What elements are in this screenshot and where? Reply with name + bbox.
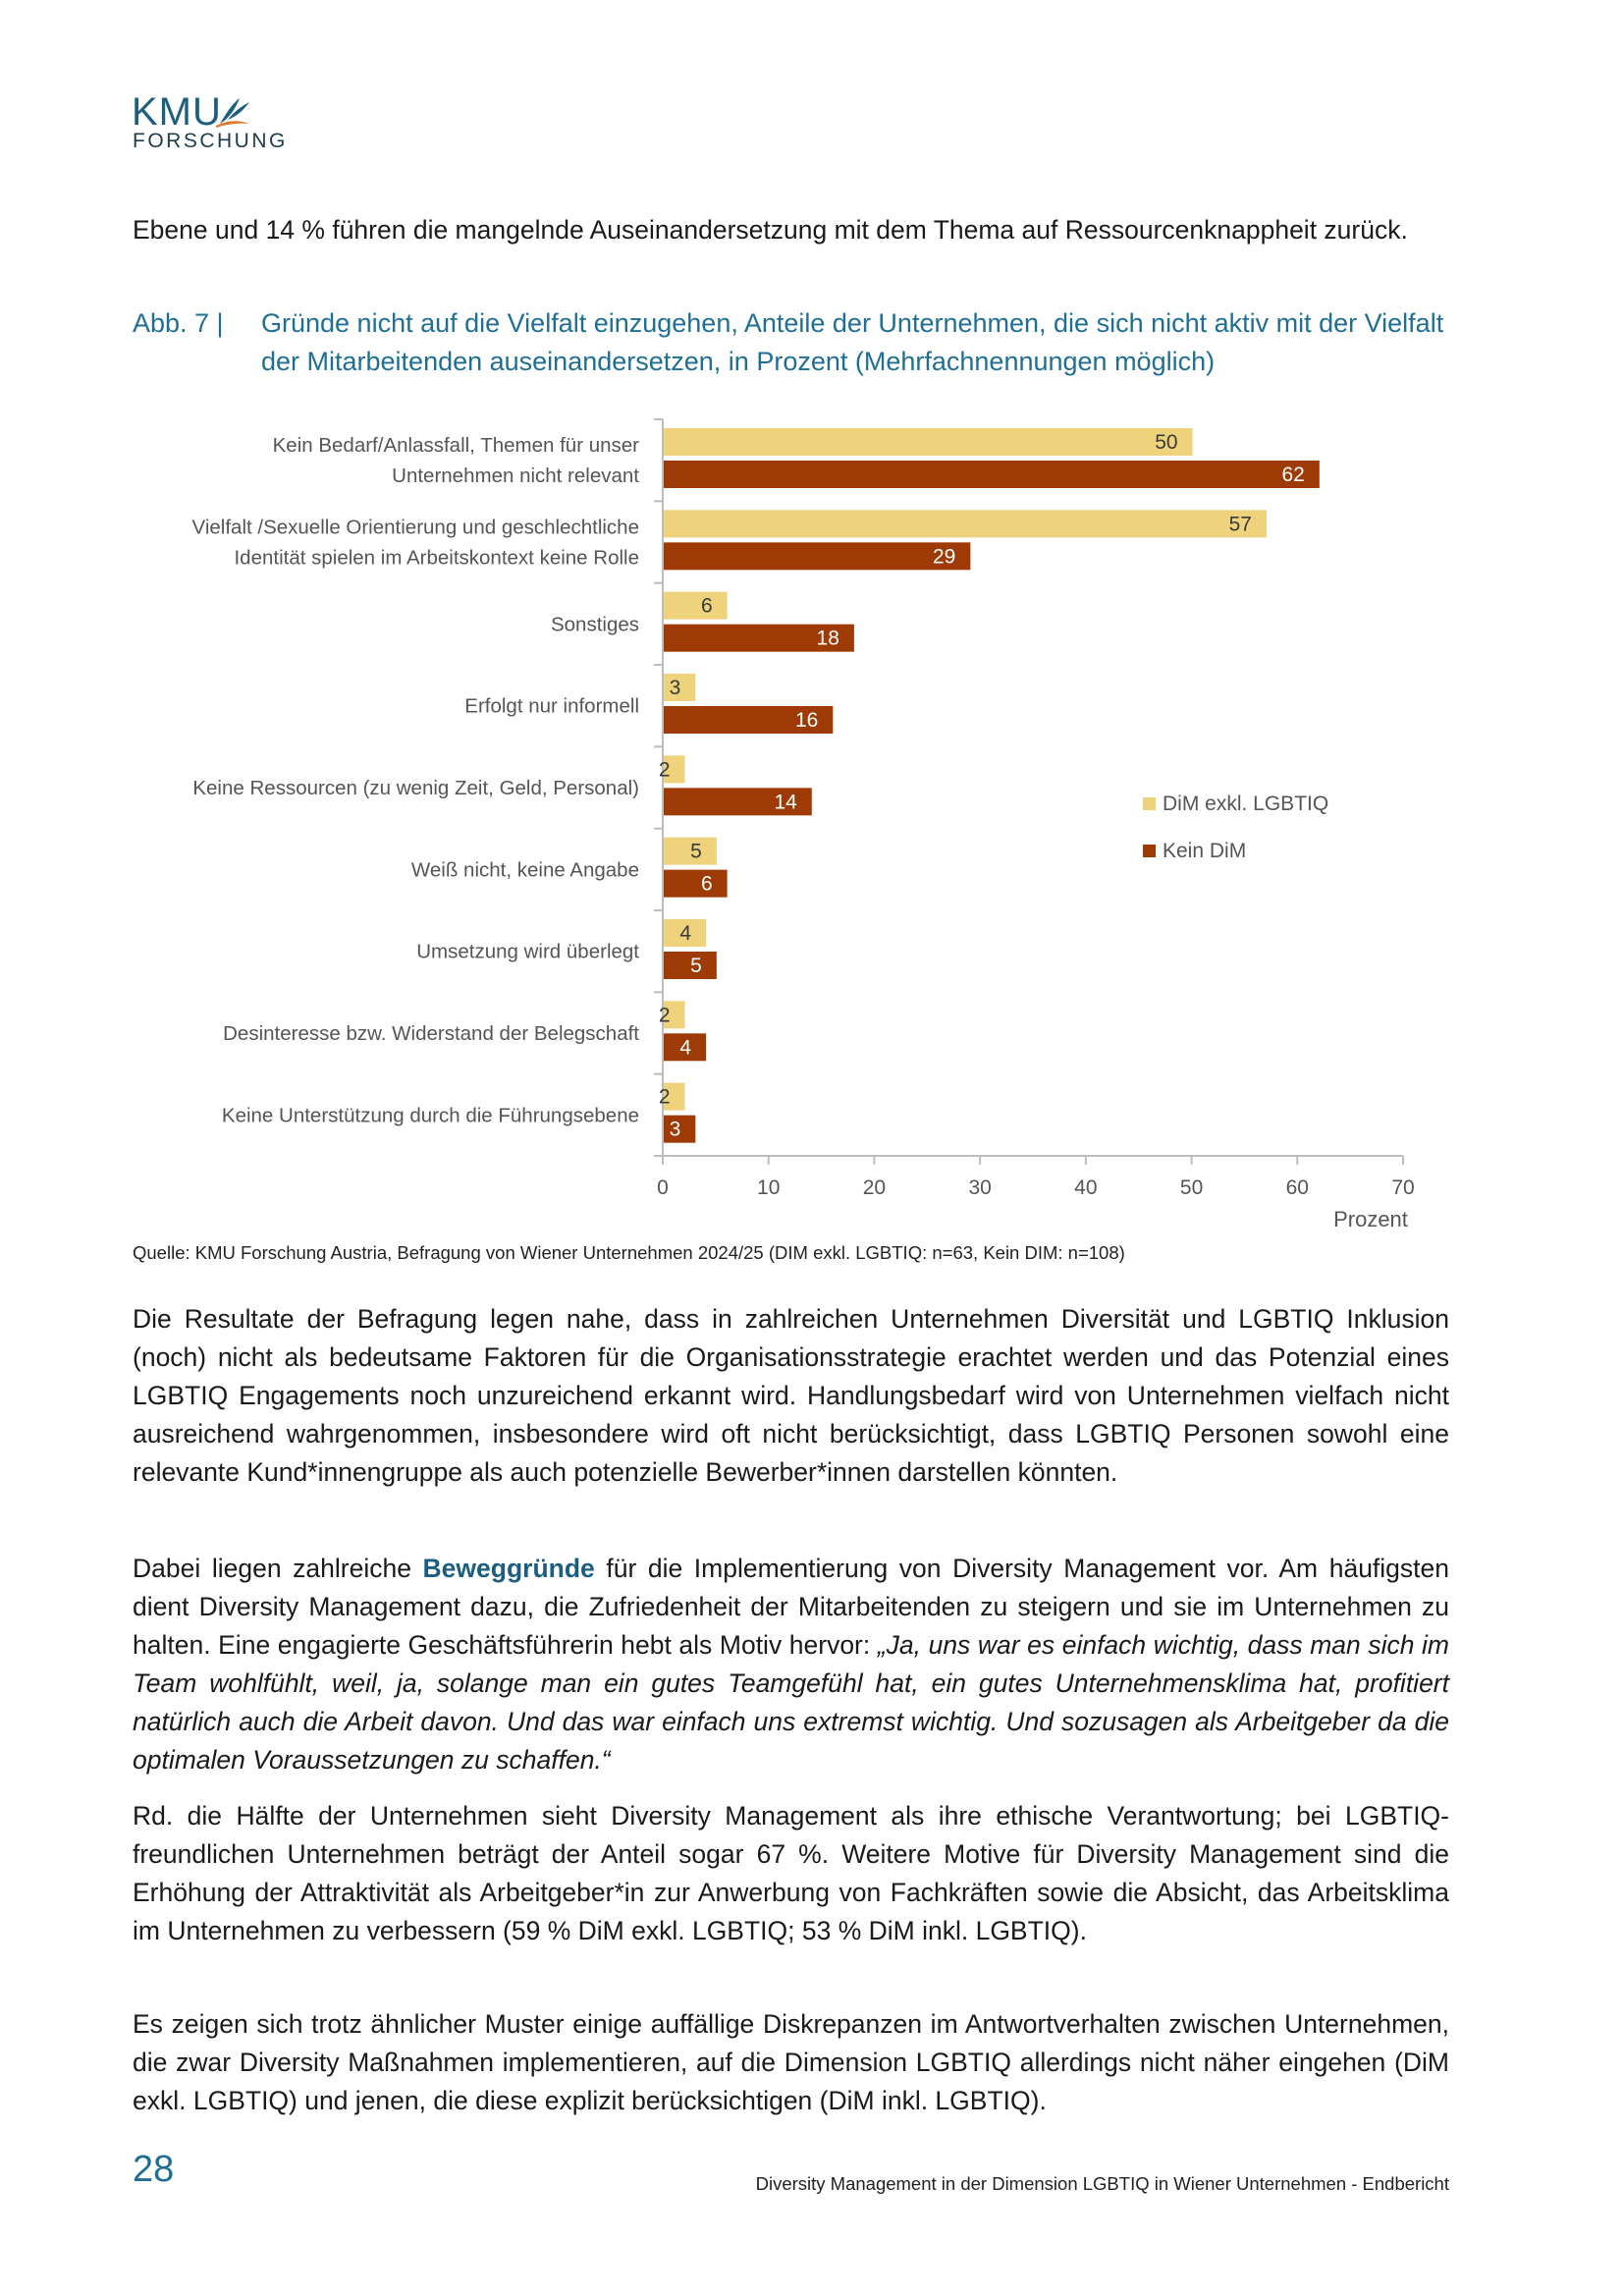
legend-swatch (1143, 845, 1156, 857)
x-tick-label: 50 (1179, 1176, 1204, 1199)
bar-value-label: 16 (794, 709, 819, 732)
category-label: Vielfalt /Sexuelle Orientierung und geschlechtliche (191, 516, 639, 539)
category-label: Unternehmen nicht relevant (392, 465, 639, 488)
logo-forschung-text: FORSCHUNG (133, 130, 288, 152)
intro-paragraph: Ebene und 14 % führen die mangelnde Auseinandersetzung mit dem Thema auf Ressourcenknappheit zurück. (133, 215, 1408, 245)
bar-kein-dim (664, 542, 970, 570)
bar-value-label: 50 (1155, 431, 1178, 454)
x-tick-label: 30 (968, 1176, 992, 1199)
bar-value-label: 4 (679, 1036, 692, 1060)
category-label: Erfolgt nur informell (464, 694, 639, 718)
bar-kein-dim (664, 870, 728, 898)
category-label: Keine Unterstützung durch die Führungsebene (221, 1104, 639, 1127)
category-label: Sonstiges (550, 613, 639, 636)
logo-kmu-text: KMU (132, 90, 222, 134)
category-label: Weiß nicht, keine Angabe (410, 858, 639, 882)
p2-text-c: für die Implementierung von Diversity Management vor. Am häufigsten dient Diversity Management dazu, die Zufriedenheit der Mitarbeitenden zu steigern und sie im Unternehmen zu halten. Eine engagierte Geschäftsführerin hebt als Motiv hervor: (133, 1554, 1450, 1660)
figure-source: Quelle: KMU Forschung Austria, Befragung von Wiener Unternehmen 2024/25 (DIM exkl. LGBTIQ: n=63, Kein DIM: n=108) (133, 1242, 1125, 1263)
bar-value-label: 3 (669, 677, 681, 699)
bar-chart (0, 393, 1623, 1237)
paragraph-1: Die Resultate der Befragung legen nahe, dass in zahlreichen Unternehmen Diversität und LGBTIQ Inklusion (noch) nicht als bedeutsame Faktoren für die Organisationsstrategie erachtet werden und das Potenzial eines LGBTIQ Engagements noch unzureichend erkannt wird. Handlungsbedarf wird von Unternehmen vielfach nicht ausreichend wahrgenommen, insbesondere wird oft nicht berücksichtigt, dass LGBTIQ Personen sowohl eine relevante Kund*innengruppe als auch potenzielle Bewerber*innen darstellen könnten. (133, 1304, 1449, 1487)
bar-value-label: 18 (816, 627, 839, 650)
bar-value-label: 29 (933, 545, 956, 569)
bar-value-label: 62 (1281, 464, 1305, 486)
bar-dim-exkl-lgbtiq (664, 592, 728, 620)
x-tick-label: 60 (1285, 1176, 1309, 1199)
x-axis-title: Prozent (1333, 1207, 1408, 1231)
category-label: Kein Bedarf/Anlassfall, Themen für unser (272, 434, 639, 458)
paragraph-4: Es zeigen sich trotz ähnlicher Muster einige auffällige Diskrepanzen im Antwortverhalten zwischen Unternehmen, die zwar Diversity Maßnahmen implementieren, auf die Dimension LGBTIQ allerdings nicht näher eingehen (DiM exkl. LGBTIQ) und jenen, die diese explizit berücksichtigen (DiM inkl. LGBTIQ). (133, 2009, 1449, 2115)
bar-value-label: 2 (658, 1004, 671, 1027)
bar-dim-exkl-lgbtiq (664, 510, 1267, 537)
p2-text-a: Dabei liegen zahlreiche (133, 1554, 423, 1583)
page-number: 28 (133, 2149, 175, 2190)
bar-value-label: 2 (658, 1085, 671, 1109)
x-tick-label: 10 (757, 1176, 781, 1199)
bar-value-label: 6 (700, 872, 713, 896)
footer-title: Diversity Management in der Dimension LGBTIQ in Wiener Unternehmen - Endbericht (755, 2173, 1449, 2194)
figure-title: Gründe nicht auf die Vielfalt einzugehen, Anteile der Unternehmen, die sich nicht aktiv mit der Vielfalt der Mitarbeitenden auseinandersetzen, in Prozent (Mehrfachnennungen möglich) (261, 308, 1444, 376)
paragraph-3: Rd. die Hälfte der Unternehmen sieht Diversity Management als ihre ethische Verantwortung; bei LGBTIQ-freundlichen Unternehmen beträgt der Anteil sogar 67 %. Weitere Motive für Diversity Management sind die Erhöhung der Attraktivität als Arbeitgeber*in zur Anwerbung von Fachkräften sowie die Absicht, das Arbeitsklima im Unternehmen zu verbessern (59 % DiM exkl. LGBTIQ; 53 % DiM inkl. LGBTIQ). (133, 1801, 1449, 1945)
bar-kein-dim (664, 461, 1320, 488)
paragraph-2 (133, 1550, 1449, 1779)
p2-highlight: Beweggründe (422, 1554, 595, 1583)
bar-value-label: 2 (658, 758, 671, 782)
bar-value-label: 4 (679, 922, 692, 945)
legend-swatch (1143, 797, 1156, 810)
p2-quote: „Ja, uns war es einfach wichtig, dass man sich im Team wohlfühlt, weil, ja, solange man ein gutes Teamgefühl hat, ein gutes Unternehmensklima hat, profitiert natürlich auch die Arbeit davon. Und das war einfach uns extremst wichtig. Und sozusagen als Arbeitgeber da die optimalen Voraussetzungen zu schaffen.“ (133, 1630, 1449, 1775)
bar-value-label: 5 (690, 840, 702, 863)
bar-value-label: 5 (690, 955, 702, 977)
legend-label: DiM exkl. LGBTIQ (1163, 793, 1329, 815)
category-label: Desinteresse bzw. Widerstand der Belegschaft (223, 1022, 639, 1045)
x-tick-label: 70 (1391, 1176, 1415, 1199)
category-label: Identität spielen im Arbeitskontext keine Rolle (234, 546, 639, 570)
x-tick-label: 40 (1074, 1176, 1098, 1199)
bar-dim-exkl-lgbtiq (664, 428, 1193, 456)
logo-swoosh-icon (214, 96, 251, 130)
figure-caption (133, 304, 1453, 383)
category-label: Keine Ressourcen (zu wenig Zeit, Geld, Personal) (192, 777, 639, 799)
bar-value-label: 6 (700, 594, 713, 618)
x-tick-label: 20 (862, 1176, 887, 1199)
figure-number: Abb. 7 | (133, 308, 224, 338)
x-tick-label: 0 (657, 1176, 669, 1199)
bar-value-label: 3 (669, 1118, 681, 1141)
bar-value-label: 14 (774, 791, 797, 814)
bar-value-label: 57 (1228, 513, 1252, 536)
category-label: Umsetzung wird überlegt (416, 940, 639, 963)
legend-label: Kein DiM (1163, 840, 1247, 862)
